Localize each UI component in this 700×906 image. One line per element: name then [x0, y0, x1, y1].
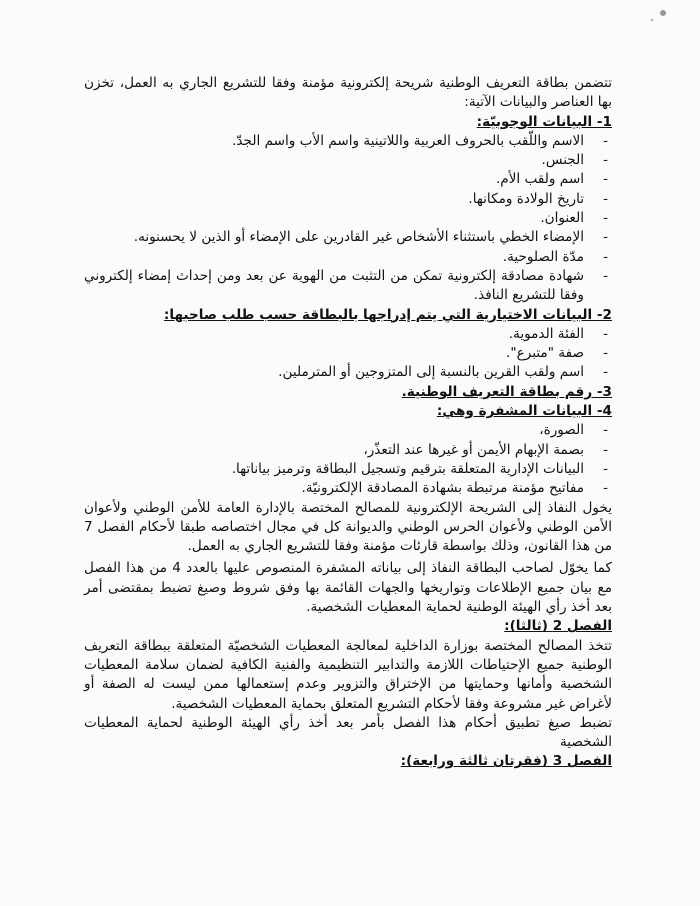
- section-1-list: [84, 132, 612, 306]
- chapter-2-heading: الفصل 2 (ثالثا):: [504, 618, 612, 635]
- list-item: - الإمضاء الخطي باستثناء الأشخاص غير القادرين على الإمضاء أو الذين لا يحسنونه.: [84, 228, 584, 247]
- chapter-2-paragraph: تتخذ المصالح المختصة بوزارة الداخلية لمعالجة المعطيات الشخصيّة المتعلقة ببطاقة التعريف الوطنية جميع الإحتياطات اللازمة والتدابير التنظيمية والفنية الكافية لضمان سلامة المعطيات الشخصية وأمانها وحمايتها من الإختراق والتزوير وعدم إستعمالها ممن ليست له الصفة أو لأغراض غير مشروعة وفقا لأحكام التشريع المتعلق بحماية المعطيات الشخصية.: [84, 637, 612, 712]
- section-3-heading: 3- رقم بطاقة التعريف الوطنية.: [401, 383, 612, 400]
- chapter-3-heading: الفصل 3 (فقرتان ثالثة ورابعة):: [400, 753, 612, 770]
- list-item: - الجنس.: [84, 151, 584, 170]
- holder-access-paragraph: كما يخوّل لصاحب البطاقة النفاذ إلى بياناته المشفرة المنصوص عليها بالعدد 4 من هذا الفصل مع بيان جميع الإطلاعات وتواريخها والجهات القائمة بها وفق شروط وصيغ تضبط بمقتضى أمر بعد أخذ رأي الهيئة الوطنية لحماية المعطيات الشخصية.: [84, 560, 612, 616]
- section-2-list: [84, 325, 612, 383]
- chapter-2-paragraph-2: تضبط صيغ تطبيق أحكام هذا الفصل بأمر بعد أخذ رأي الهيئة الوطنية لحماية المعطيات الشخصية: [84, 714, 612, 751]
- list-item: - تاريخ الولادة ومكانها.: [84, 190, 584, 209]
- section-1-heading: 1- البيانات الوجوبيّة:: [476, 113, 612, 130]
- list-item: - مفاتيح مؤمنة مرتبطة بشهادة المصادقة الإلكترونيّة.: [84, 479, 584, 498]
- list-item: - اسم ولقب القرين بالنسبة إلى المتزوجين أو المترملين.: [84, 363, 584, 382]
- list-item: - الصورة،: [84, 421, 584, 440]
- intro-paragraph: تتضمن بطاقة التعريف الوطنية شريحة إلكترونية مؤمنة وفقا للتشريع الجاري به العمل، تخزن بها العناصر والبيانات الآتية:: [84, 75, 612, 111]
- list-item: - البيانات الإدارية المتعلقة بترقيم وتسجيل البطاقة وترميز بياناتها.: [84, 460, 584, 479]
- section-2-heading: 2- البيانات الاختيارية التي يتم إدراجها بالبطاقة حسب طلب صاحبها:: [163, 306, 612, 323]
- access-paragraph: يخول النفاذ إلى الشريحة الإلكترونية للمصالح المختصة بالإدارة العامة للأمن الوطني ولأعوان الأمن الوطني ولأعوان الحرس الوطني والديوانة كل في مجال اختصاصه طبقا لأحكام الفصل 7 من هذا القانون، وذلك بواسطة قارئات مؤمنة وفقا للتشريع الجاري به العمل.: [84, 499, 612, 555]
- section-4-list: [84, 421, 612, 498]
- list-item: - شهادة مصادقة إلكترونية تمكن من التثبت من الهوية عن بعد ومن إحداث إمضاء إلكتروني وفقا للتشريع النافذ.: [84, 267, 584, 306]
- section-4-heading: 4- البيانات المشفرة وهي:: [436, 403, 612, 420]
- list-item: - بصمة الإبهام الأيمن أو غيرها عند التعذّر،: [84, 441, 584, 460]
- list-item: - مدّة الصلوحية.: [84, 248, 584, 267]
- list-item: - صفة "متبرع".: [84, 344, 584, 363]
- list-item: - اسم ولقب الأم.: [84, 170, 584, 189]
- document-body: [84, 74, 612, 772]
- list-item: - الفئة الدموية.: [84, 325, 584, 344]
- list-item: - العنوان.: [84, 209, 584, 228]
- list-item: - الاسم واللّقب بالحروف العربية واللاتينية واسم الأب واسم الجدّ.: [84, 132, 584, 151]
